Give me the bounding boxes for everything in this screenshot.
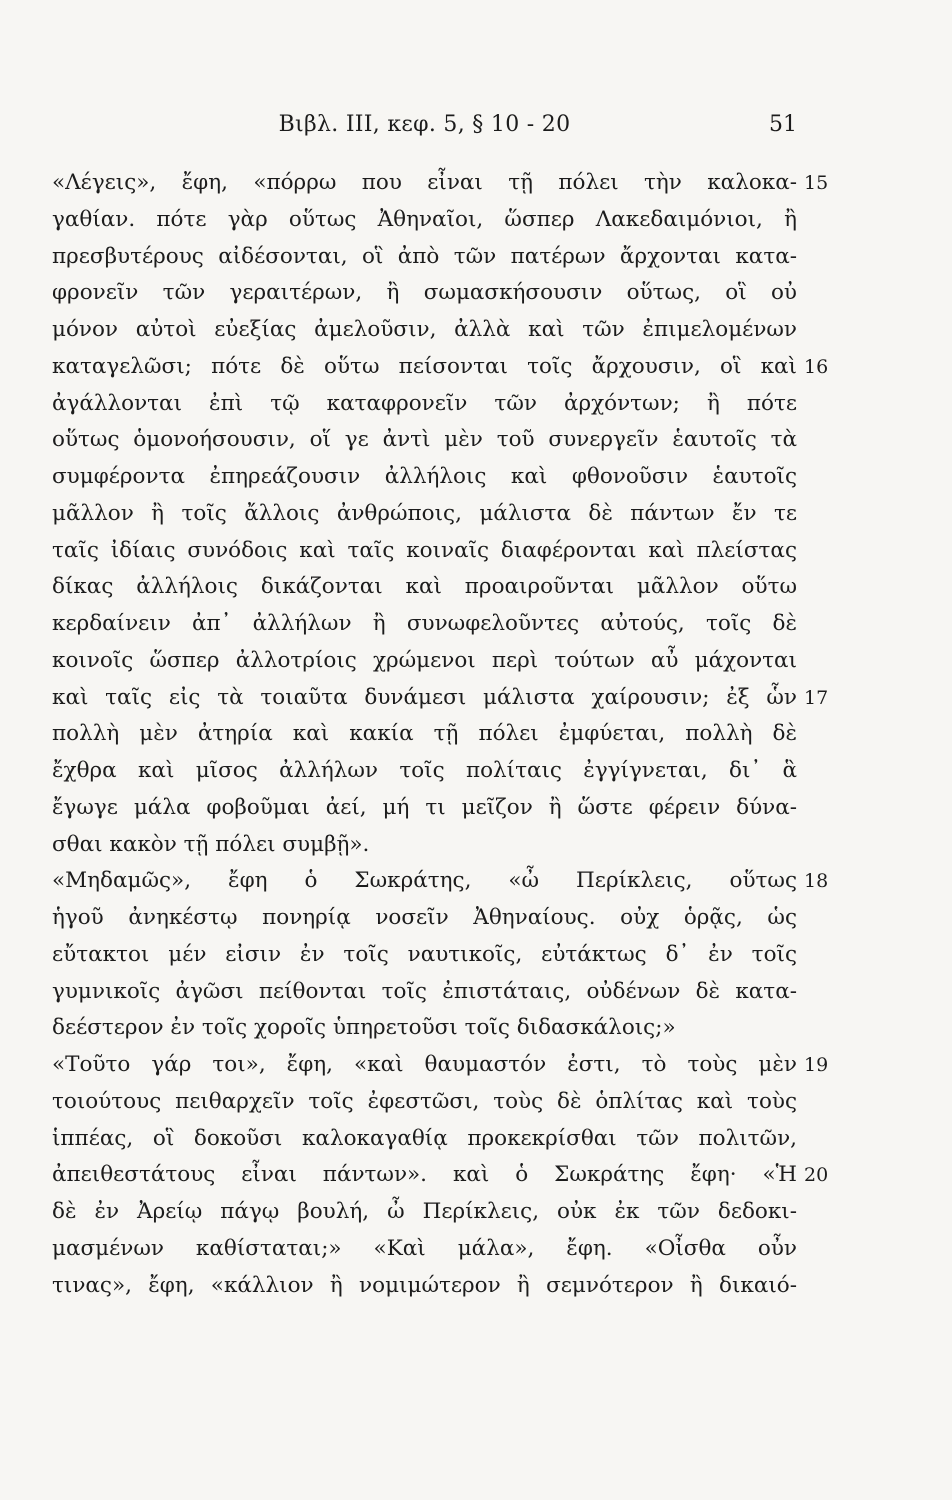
text-line <box>52 496 797 533</box>
text-line <box>52 386 797 423</box>
line-text: τινας», ἔφη, «κάλλιον ἢ νομιμώτερον ἢ σεμνότερον ἢ δικαιό- <box>52 1272 797 1298</box>
text-line <box>52 239 797 276</box>
section-number: 18 <box>804 870 829 893</box>
line-text: γαθίαν. πότε γὰρ οὕτως Ἀθηναῖοι, ὥσπερ Λακεδαιμόνιοι, ἢ <box>52 206 797 232</box>
section-number: 15 <box>804 172 829 194</box>
text-line <box>52 1121 797 1158</box>
line-text: φρονεῖν τῶν γεραιτέρων, ἢ σωμασκήσουσιν οὕτως, οἳ οὐ <box>52 280 797 306</box>
line-text: καταγελῶσι; πότε δὲ οὕτω πείσονται τοῖς ἄρχουσιν, οἳ καὶ <box>52 353 797 379</box>
text-line <box>52 1157 829 1194</box>
line-text: συμφέροντα ἐπηρεάζουσιν ἀλλήλοις καὶ φθονοῦσιν ἑαυτοῖς <box>52 464 797 489</box>
line-text: ἀπειθεστάτους εἶναι πάντων». καὶ ὁ Σωκράτης ἔφη· «Ἡ <box>52 1162 797 1188</box>
line-text: ἱππέας, οἳ δοκοῦσι καλοκαγαθίᾳ προκεκρίσθαι τῶν πολιτῶν, <box>52 1125 797 1151</box>
text-line <box>52 1194 797 1231</box>
page-header <box>52 112 797 146</box>
text-line <box>52 974 797 1011</box>
line-text: οὕτως ὁμονοήσουσιν, οἵ γε ἀντὶ μὲν τοῦ συνεργεῖν ἑαυτοῖς τὰ <box>52 427 797 453</box>
text-line <box>52 165 829 202</box>
text-line <box>52 459 797 496</box>
text-line <box>52 1047 829 1084</box>
line-text: σθαι κακὸν τῇ πόλει συμβῇ». <box>52 831 370 857</box>
line-text: «Μηδαμῶς», ἔφη ὁ Σωκράτης, «ὦ Περίκλεις, οὕτως <box>52 868 797 894</box>
section-number: 19 <box>804 1054 829 1076</box>
line-text: πρεσβυτέρους αἰδέσονται, οἳ ἀπὸ τῶν πατέρων ἄρχονται κατα- <box>52 243 797 269</box>
text-line <box>52 643 797 680</box>
text-line <box>52 569 797 606</box>
line-text: γυμνικοῖς ἀγῶσι πείθονται τοῖς ἐπιστάταις, οὐδένων δὲ κατα- <box>52 978 797 1004</box>
line-text: δεέστερον ἐν τοῖς χοροῖς ὑπηρετοῦσι τοῖς διδασκάλοις;» <box>52 1015 676 1041</box>
text-line <box>52 1231 797 1268</box>
text-line <box>52 312 797 349</box>
line-text: ἡγοῦ ἀνηκέστῳ πονηρίᾳ νοσεῖν Ἀθηναίους. οὐχ ὁρᾷς, ὡς <box>52 905 797 930</box>
line-text: μᾶλλον ἢ τοῖς ἄλλοις ἀνθρώποις, μάλιστα δὲ πάντων ἔν τε <box>52 500 797 526</box>
line-text: «Λέγεις», ἔφη, «πόρρω που εἶναι τῇ πόλει τὴν καλοκα- <box>52 170 797 195</box>
text-line <box>52 1268 797 1305</box>
section-number: 20 <box>804 1164 829 1187</box>
line-text: κερδαίνειν ἀπ᾽ ἀλλήλων ἢ συνωφελοῦντες αὐτούς, τοῖς δὲ <box>52 611 797 636</box>
line-text: ἔγωγε μάλα φοβοῦμαι ἀεί, μή τι μεῖζον ἢ ὥστε φέρειν δύνα- <box>52 794 797 820</box>
text-line <box>52 716 797 753</box>
text-line <box>52 275 797 312</box>
text-line <box>52 753 797 790</box>
text-line <box>52 1084 797 1121</box>
text-line <box>52 827 797 864</box>
line-text: κοινοῖς ὥσπερ ἀλλοτρίοις χρώμενοι περὶ τούτων αὖ μάχονται <box>52 647 797 673</box>
line-text: μασμένων καθίσταται;» «Καὶ μάλα», ἔφη. «Οἶσθα οὖν <box>52 1235 797 1261</box>
line-text: ἀγάλλονται ἐπὶ τῷ καταφρονεῖν τῶν ἀρχόντων; ἢ πότε <box>52 390 797 416</box>
line-text: εὔτακτοι μέν εἰσιν ἐν τοῖς ναυτικοῖς, εὐτάκτως δ᾽ ἐν τοῖς <box>52 941 797 967</box>
text-line <box>52 202 797 239</box>
text-line <box>52 533 797 570</box>
text-line <box>52 422 797 459</box>
text-line <box>52 349 829 386</box>
text-line <box>52 606 797 643</box>
text-line <box>52 790 797 827</box>
line-text: ταῖς ἰδίαις συνόδοις καὶ ταῖς κοιναῖς διαφέρονται καὶ πλείστας <box>52 537 797 563</box>
line-text: ἔχθρα καὶ μῖσος ἀλλήλων τοῖς πολίταις ἐγγίγνεται, δι᾽ ἃ <box>52 758 797 783</box>
text-line <box>52 900 797 937</box>
line-text: μόνον αὐτοὶ εὐεξίας ἀμελοῦσιν, ἀλλὰ καὶ τῶν ἐπιμελομένων <box>52 317 797 342</box>
page-number: 51 <box>769 112 797 137</box>
line-text: καὶ ταῖς εἰς τὰ τοιαῦτα δυνάμεσι μάλιστα χαίρουσιν; ἐξ ὧν <box>52 684 797 710</box>
line-text: τοιούτους πειθαρχεῖν τοῖς ἐφεστῶσι, τοὺς δὲ ὁπλίτας καὶ τοὺς <box>52 1088 797 1114</box>
line-text: πολλὴ μὲν ἀτηρία καὶ κακία τῇ πόλει ἐμφύεται, πολλὴ δὲ <box>52 721 797 747</box>
section-number: 16 <box>804 355 829 378</box>
line-text: δὲ ἐν Ἀρείῳ πάγῳ βουλή, ὦ Περίκλεις, οὐκ ἐκ τῶν δεδοκι- <box>52 1199 797 1224</box>
line-text: δίκας ἀλλήλοις δικάζονται καὶ προαιροῦνται μᾶλλον οὕτω <box>52 574 797 600</box>
text-line <box>52 863 829 900</box>
text-line <box>52 1010 797 1047</box>
running-head: Βιβλ. ΙΙΙ, κεφ. 5, § 10 - 20 <box>278 112 571 137</box>
section-number: 17 <box>804 686 829 709</box>
text-line <box>52 937 797 974</box>
line-text: «Τοῦτο γάρ τοι», ἔφη, «καὶ θαυμαστόν ἐστι, τὸ τοὺς μὲν <box>52 1052 797 1077</box>
text-line <box>52 680 829 717</box>
page-body <box>52 165 829 1304</box>
